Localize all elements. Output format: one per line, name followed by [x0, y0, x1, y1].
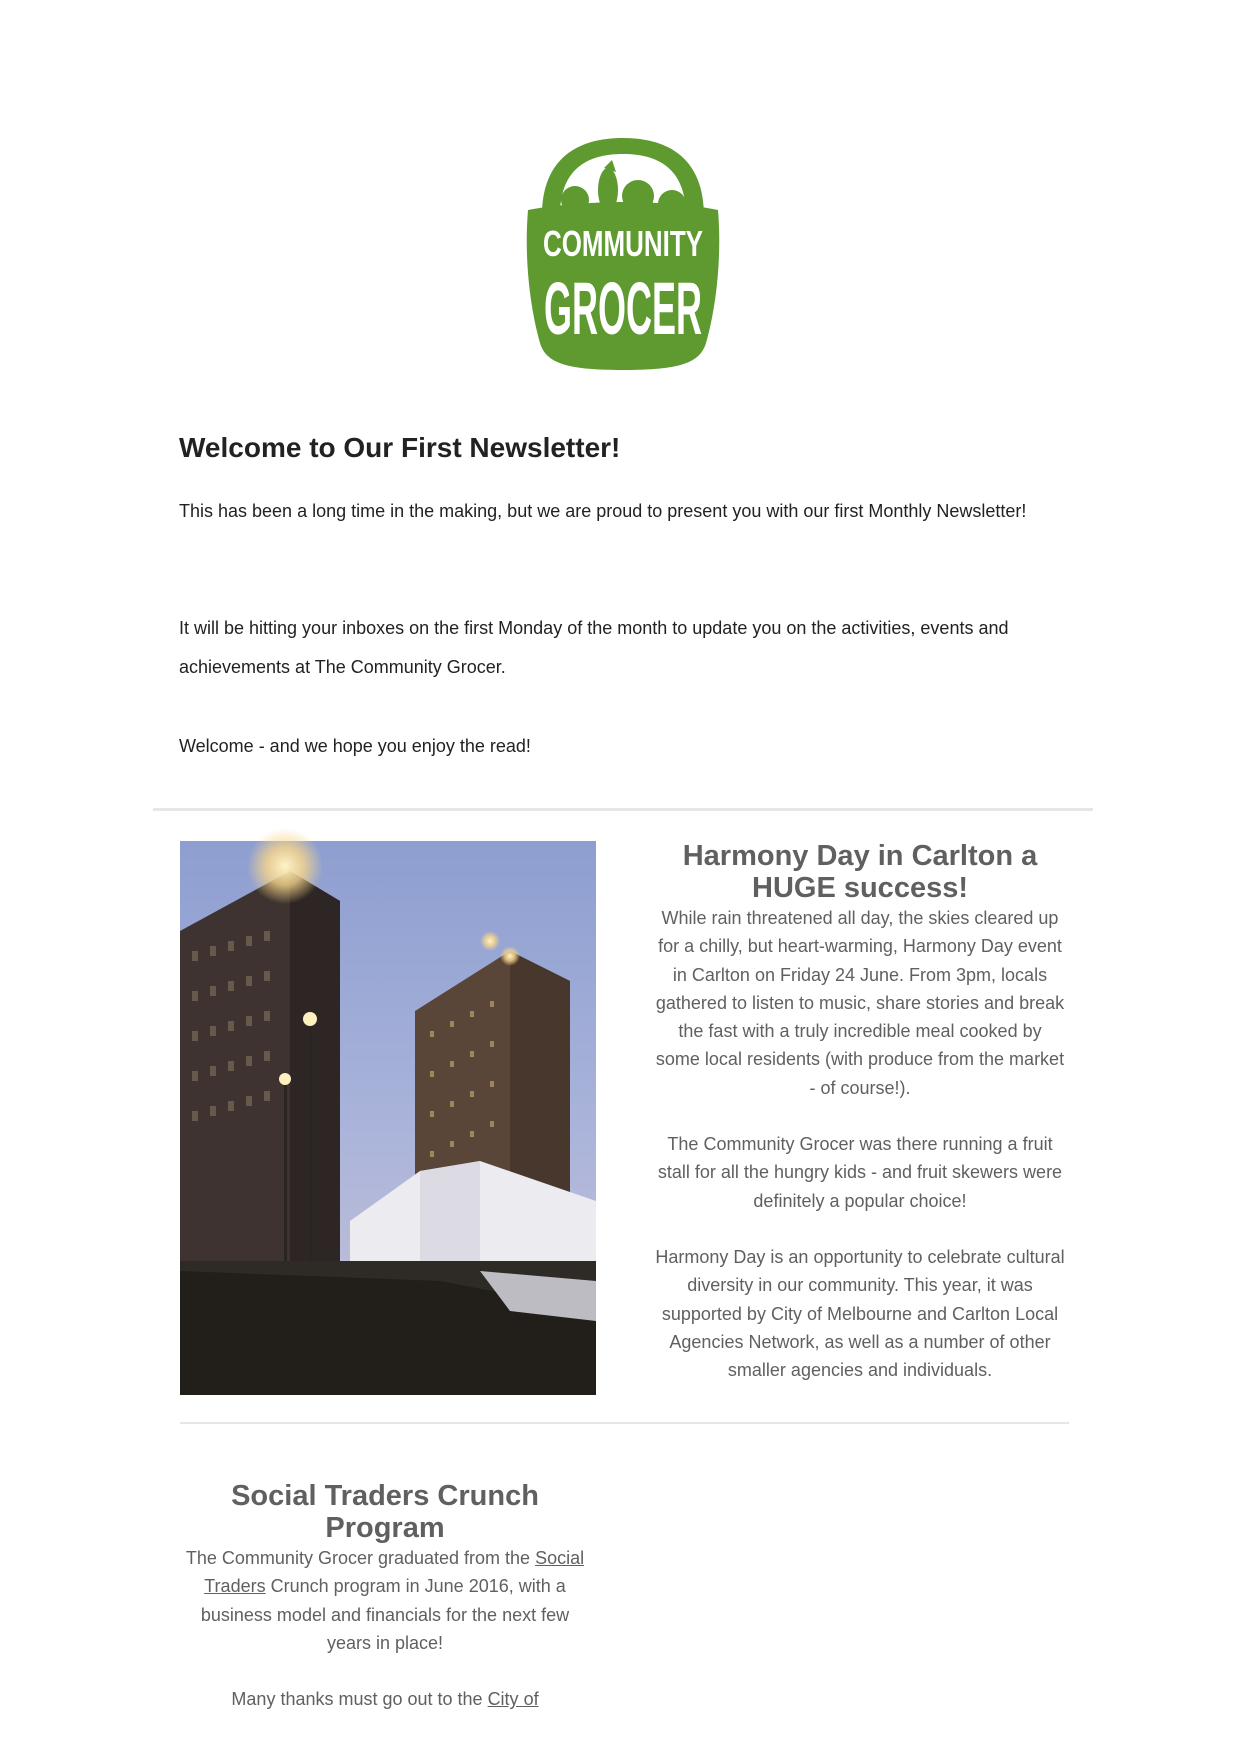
logo-line-1: COMMUNITY: [543, 223, 703, 264]
section-divider: [153, 808, 1093, 811]
text-fragment: Crunch program in June 2016, with a business model and financials for the next few years in place!: [200, 1576, 570, 1653]
article-paragraph: While rain threatened all day, the skies cleared up for a chilly, but heart-warming, Harmony Day event in Carlton on Friday 24 June. From 3pm, locals gathered to listen to music, share stories and break the fast with a truly incredible meal cooked by some local residents (with produce from the market - of course!).: [655, 908, 1065, 1098]
intro-paragraph-1: This has been a long time in the making, but we are proud to present you with our first Monthly Newsletter!: [179, 501, 1027, 521]
harmony-day-photo: [180, 841, 596, 1395]
article-paragraph: Harmony Day is an opportunity to celebrate cultural diversity in our community. This year, it was supported by City of Melbourne and Carlton Local Agencies Network, as well as a number of other smaller agencies and individuals.: [655, 1246, 1065, 1381]
article-paragraph: The Community Grocer was there running a fruit stall for all the hungry kids - and fruit skewers were definitely a popular choice!: [657, 1134, 1063, 1211]
article-title: Harmony Day in Carlton a HUGE success!: [682, 840, 1038, 904]
intro-paragraph-3: Welcome - and we hope you enjoy the read!: [179, 736, 531, 756]
newsletter-title: Welcome to Our First Newsletter!: [179, 432, 621, 463]
article-harmony-day: [655, 840, 1065, 1384]
logo-line-2: GROCER: [544, 267, 702, 350]
section-divider: [180, 1422, 1069, 1424]
text-fragment: The Community Grocer graduated from the: [185, 1548, 536, 1568]
article-title: Social Traders Crunch Program: [231, 1480, 539, 1544]
article-social-traders: [180, 1480, 590, 1713]
article-paragraph: [180, 1685, 590, 1713]
intro-paragraph-2: It will be hitting your inboxes on the first Monday of the month to update you on the activities, events and achievements at The Community Grocer.: [179, 618, 1009, 677]
social-traders-link[interactable]: Social Traders: [204, 1548, 585, 1597]
city-of-link[interactable]: City of: [487, 1689, 539, 1710]
community-grocer-logo: [520, 138, 726, 372]
text-fragment: Many thanks must go out to the: [231, 1689, 488, 1710]
article-paragraph: [180, 1544, 590, 1657]
